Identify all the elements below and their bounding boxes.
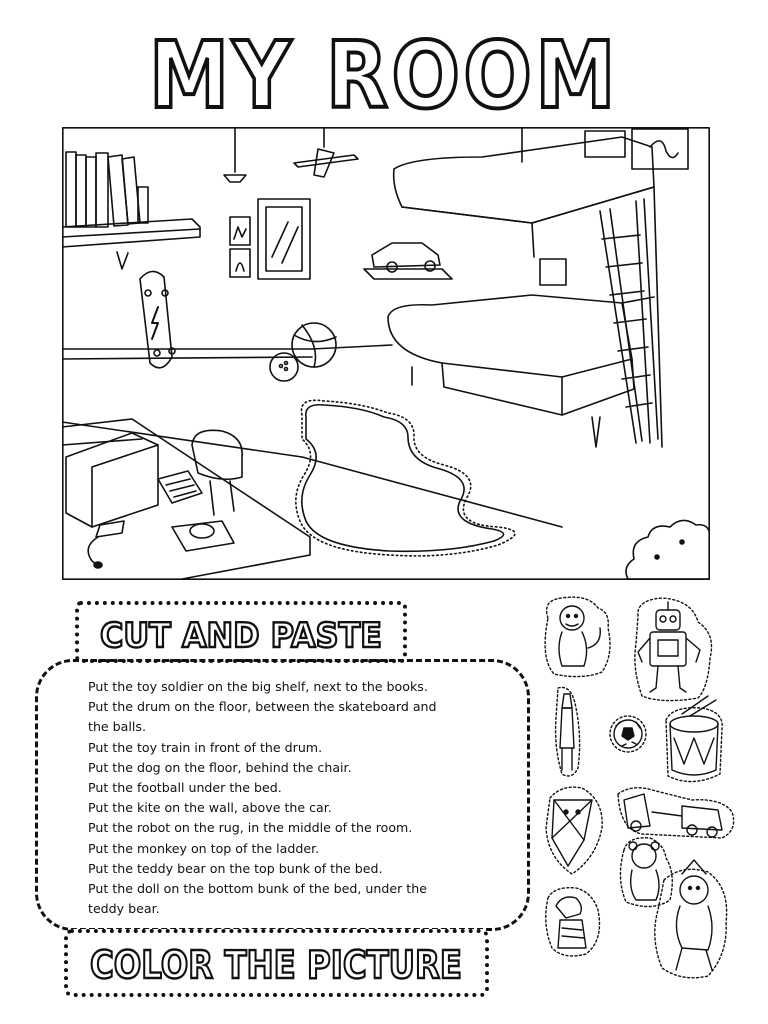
instruction-line: Put the kite on the wall, above the car. [88,800,332,816]
toy-airplane [294,127,358,177]
color-heading: COLOR THE PICTURE [90,943,462,987]
kite-sticker [546,787,602,874]
drum-sticker [666,696,722,782]
instruction-line: Put the toy soldier on the big shelf, next to the books. [88,679,428,694]
poster [632,129,688,169]
teddy-bear-sticker [620,838,672,907]
keyboard [158,471,202,503]
instruction-line: Put the monkey on top of the ladder. [88,840,320,856]
instruction-line: teddy bear. [88,901,160,917]
instruction-line: Put the teddy bear on the top bunk of the bed. [88,860,383,876]
instructions-list [88,677,508,919]
plant [626,520,710,579]
mouse [190,524,214,538]
instruction-line: Put the drum on the floor, between the skateboard and [88,699,437,715]
toy-soldier-sticker [556,687,580,776]
computer [66,433,234,568]
room-illustration [62,127,710,580]
window [258,199,310,279]
doll-sticker [655,860,727,978]
color-heading-box [64,929,489,997]
cut-heading: CUT AND PASTE [100,616,382,656]
ladder [600,199,658,443]
page-title: MY ROOM [149,22,619,122]
poster [585,131,625,157]
chair [192,430,242,515]
toy-car-shelf [364,243,452,279]
skateboard [140,271,175,367]
bookshelf [62,152,200,269]
cutout-stickers [532,588,764,988]
robot-sticker [635,598,712,701]
title [0,0,768,122]
dog-sticker [546,888,600,956]
instruction-line: Put the dog on the floor, behind the chair. [88,759,352,775]
cut-heading-box [75,601,407,663]
ceiling-lamp [224,127,246,182]
instruction-line: Put the doll on the bottom bunk of the bed, under the [88,881,427,897]
balls [270,323,336,381]
rug [296,400,515,556]
instruction-line: the balls. [88,719,146,735]
instruction-line: Put the football under the bed. [88,780,282,796]
monkey-sticker [545,597,610,676]
instruction-line: Put the robot on the rug, in the middle of the room. [88,820,413,836]
instruction-line: Put the toy train in front of the drum. [88,739,323,755]
football-sticker [610,716,646,752]
toy-train-sticker [618,788,734,838]
